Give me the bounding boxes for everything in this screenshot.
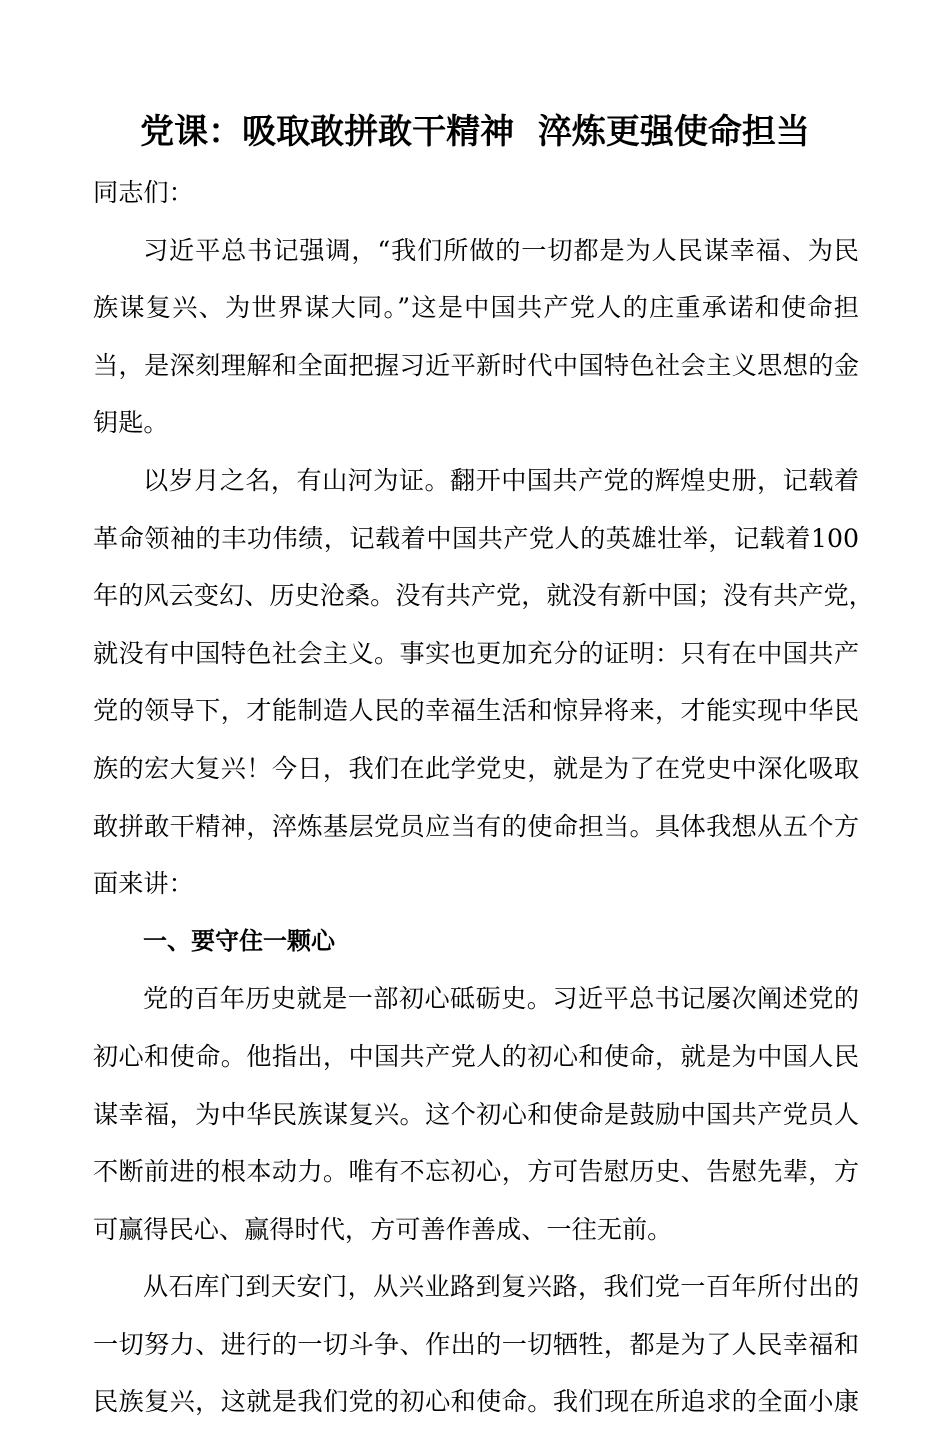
paragraph-line: 一切努力、进行的一切斗争、作出的一切牺牲，都是为了人民幸福和	[93, 1329, 859, 1359]
paragraph-line: 面来讲：	[93, 869, 194, 899]
paragraph-line: 从石库门到天安门，从兴业路到复兴路，我们党一百年所付出的	[143, 1272, 859, 1302]
paragraph-line: 族的宏大复兴！今日，我们在此学党史，就是为了在党史中深化吸取	[93, 753, 859, 783]
paragraph-line: 党的领导下，才能制造人民的幸福生活和惊异将来，才能实现中华民	[93, 696, 859, 726]
paragraph-line: 初心和使命。他指出，中国共产党人的初心和使命，就是为中国人民	[93, 1041, 859, 1071]
paragraph-line: 敢拼敢干精神，淬炼基层党员应当有的使命担当。具体我想从五个方	[93, 811, 859, 841]
paragraph-line: 可赢得民心、赢得时代，方可善作善成、一往无前。	[93, 1214, 673, 1244]
paragraph-line: 不断前进的根本动力。唯有不忘初心，方可告慰历史、告慰先辈，方	[93, 1157, 859, 1187]
page-title: 党课：吸取敢拼敢干精神 淬炼更强使命担当	[140, 112, 810, 152]
paragraph-line: 就没有中国特色社会主义。事实也更加充分的证明：只有在中国共产	[93, 638, 859, 668]
salutation: 同志们：	[93, 178, 194, 207]
paragraph-line: 年的风云变幻、历史沧桑。没有共产党，就没有新中国；没有共产党，	[93, 581, 874, 611]
paragraph-line: 以岁月之名，有山河为证。翻开中国共产党的辉煌史册，记载着	[143, 465, 859, 495]
paragraph-line: 革命领袖的丰功伟绩，记载着中国共产党人的英雄壮举，记载着100	[93, 523, 859, 553]
document-body	[93, 164, 874, 1431]
paragraph-line: 民族复兴，这就是我们党的初心和使命。我们现在所追求的全面小康	[93, 1387, 859, 1417]
paragraph-line: 当，是深刻理解和全面把握习近平新时代中国特色社会主义思想的金	[93, 350, 859, 380]
section-heading: 一、要守住一颗心	[143, 926, 335, 955]
paragraph-line: 钥匙。	[93, 408, 169, 438]
paragraph-line: 族谋复兴、为世界谋大同。”这是中国共产党人的庄重承诺和使命担	[93, 293, 859, 323]
paragraph-line: 谋幸福，为中华民族谋复兴。这个初心和使命是鼓励中国共产党员人	[93, 1099, 859, 1129]
paragraph-line: 党的百年历史就是一部初心砥砺史。习近平总书记屡次阐述党的	[143, 984, 859, 1014]
paragraph-line: 习近平总书记强调，“我们所做的一切都是为人民谋幸福、为民	[143, 235, 859, 265]
